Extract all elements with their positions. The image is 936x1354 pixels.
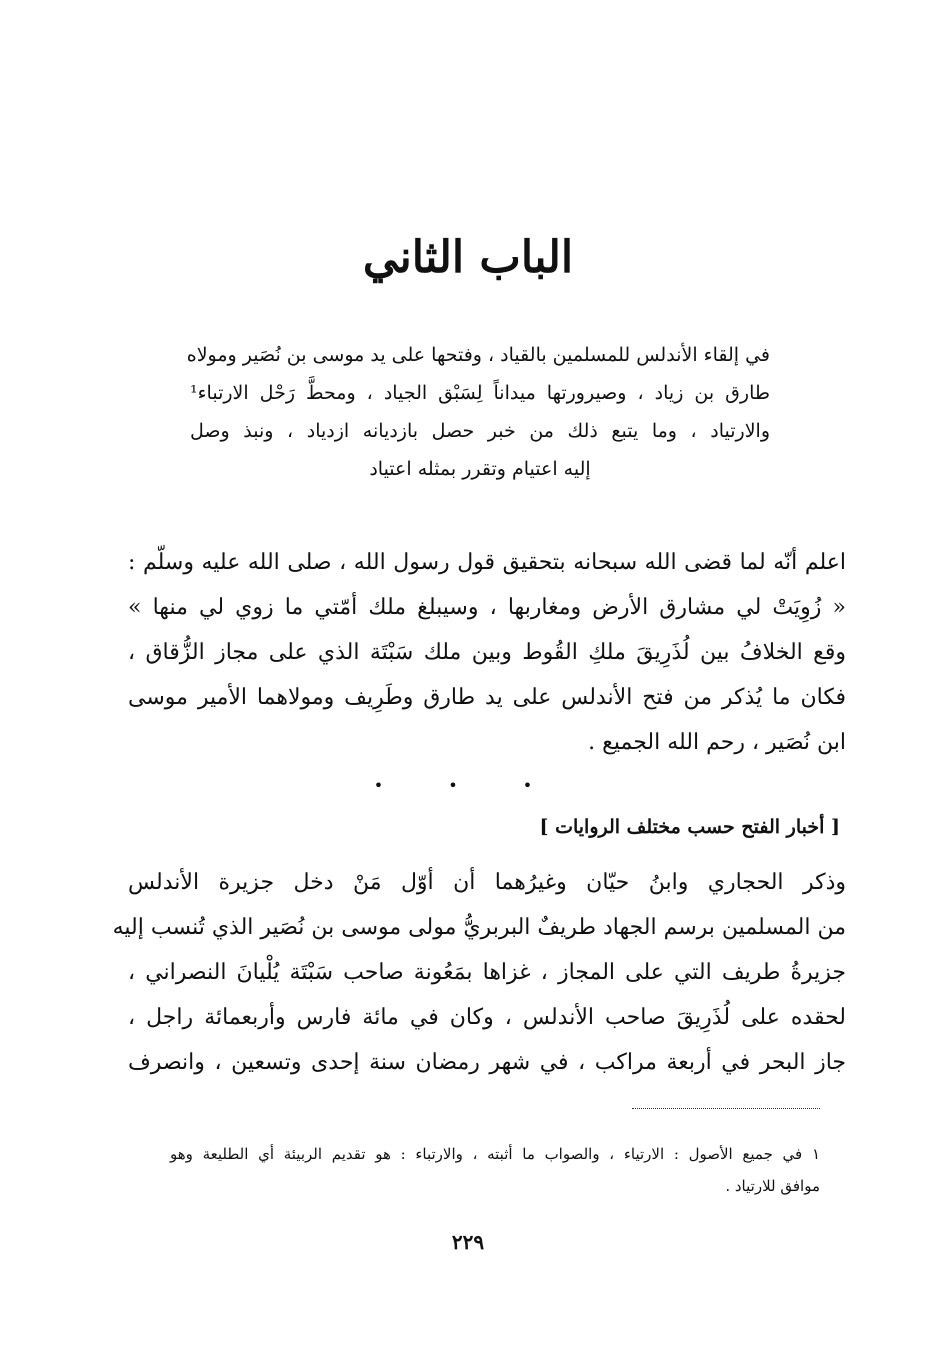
- footnote-line: ١ في جميع الأصول : الارتياء ، والصواب ما أثبته ، والارتباء : هو تقديم الربيئة أي الطليعة وهو: [170, 1145, 820, 1163]
- text-line: جزيرةُ طريف التي على المجاز ، غزاها بمَعُونة صاحب سَبْتَة يُلْيانَ النصراني ،: [128, 960, 846, 985]
- paragraph-conquest-accounts: [112, 860, 847, 1085]
- text-line: وقع الخلافُ بين لُذَرِيقَ ملكِ القُوط وبين ملك سَبْتَة الذي على مجاز الزُّقاق ،: [128, 640, 846, 665]
- text-line: فكان ما يُذكر من فتح الأندلس على يد طارق وطَرِيف ومولاهما الأمير موسى: [128, 685, 846, 710]
- footnote-line: موافق للارتياد .: [725, 1177, 820, 1195]
- text-line: من المسلمين برسم الجهاد طريفٌ البربريُّ مولى موسى بن نُصَير الذي تُنسب إليه: [112, 915, 846, 940]
- summary-line: والارتياد ، وما يتبع ذلك من خبر حصل بازديانه ازدياد ، ونبذ وصل: [190, 420, 770, 442]
- text-line: اعلم أنّه لما قضى الله سبحانه بتحقيق قول رسول الله ، صلى الله عليه وسلّم :: [128, 550, 846, 575]
- summary-line: في إلقاء الأندلس للمسلمين بالقياد ، وفتحها على يد موسى بن نُصَير ومولاه: [186, 344, 770, 366]
- summary-line: طارق بن زياد ، وصيرورتها ميداناً لِسَبْق الجياد ، ومحطَّ رَحْل الارتباء¹: [190, 382, 770, 404]
- text-line: ابن نُصَير ، رحم الله الجميع .: [588, 730, 846, 755]
- text-line: وذكر الحجاري وابنُ حيّان وغيرُهما أن أوّل مَنْ دخل جزيرة الأندلس: [128, 870, 846, 895]
- footnotes: [170, 1138, 820, 1202]
- page-number: ٢٢٩: [451, 1230, 485, 1254]
- text-line: « زُوِيَتْ لي مشارق الأرض ومغاربها ، وسيبلغ ملك أمّتي ما زوي لي منها »: [128, 595, 846, 620]
- section-heading: [ أخبار الفتح حسب مختلف الروايات ]: [539, 816, 840, 838]
- chapter-title: الباب الثاني: [362, 232, 574, 283]
- paragraph-opening: [128, 540, 846, 765]
- chapter-summary: [186, 336, 770, 488]
- footnote-divider: [632, 1108, 820, 1109]
- text-line: جاز البحر في أربعة مراكب ، في شهر رمضان سنة إحدى وتسعين ، وانصرف: [128, 1050, 847, 1075]
- section-separator: • • •: [373, 776, 563, 795]
- summary-line: إليه اعتيام وتقرر بمثله اعتياد: [369, 458, 591, 480]
- text-line: لحقده على لُذَرِيقَ صاحب الأندلس ، وكان في مائة فارس وأربعمائة راجل ،: [128, 1005, 846, 1030]
